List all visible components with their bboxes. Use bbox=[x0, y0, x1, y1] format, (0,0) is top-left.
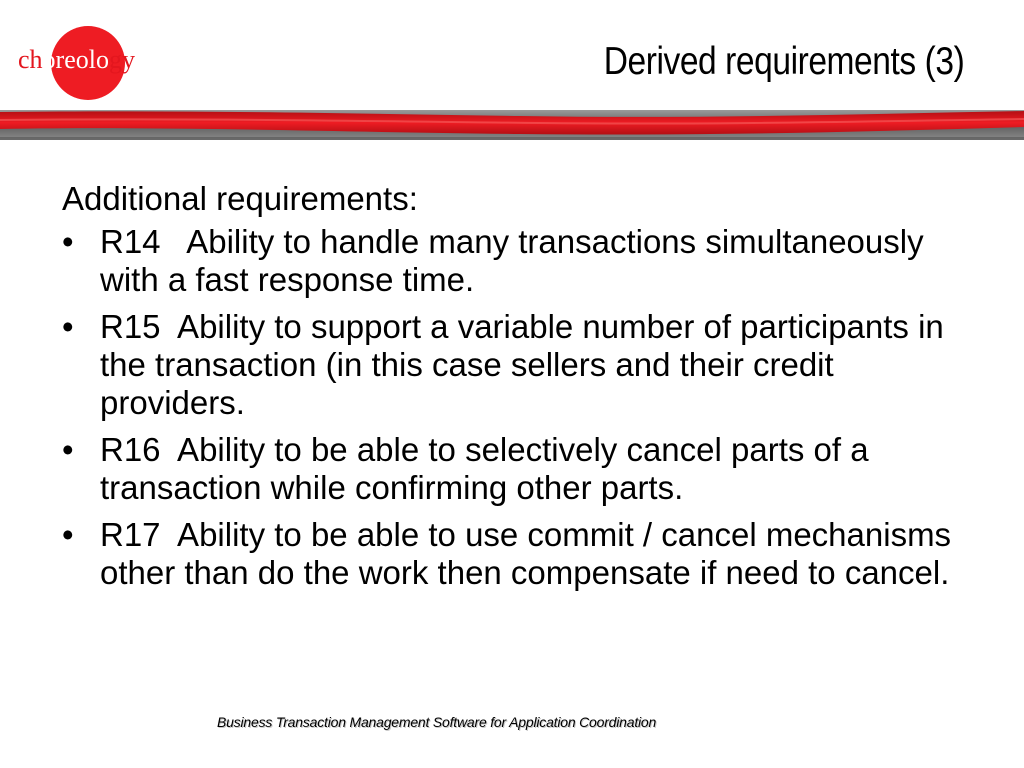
requirement-r17: R17 Ability to be able to use commit / cancel mechanisms other than do the work then compensate if need to cancel. bbox=[100, 516, 961, 591]
bullet-icon: • bbox=[62, 223, 74, 260]
intro-text: Additional requirements: bbox=[62, 180, 418, 217]
slide-body bbox=[62, 180, 982, 601]
requirement-r16: R16 Ability to be able to selectively cancel parts of a transaction while confirming other parts. bbox=[100, 431, 878, 506]
requirement-r15: R15 Ability to support a variable number of participants in the transaction (in this case sellers and their credit providers. bbox=[100, 308, 953, 421]
logo-text-left: ch bbox=[18, 45, 43, 74]
list-item bbox=[62, 431, 982, 507]
requirements-list bbox=[62, 223, 982, 592]
logo-text-right: gy bbox=[108, 45, 135, 74]
list-item bbox=[62, 516, 982, 592]
bullet-icon: • bbox=[62, 516, 74, 553]
logo-text-center: oreolo bbox=[42, 45, 109, 74]
footer-tagline: Business Transaction Management Software for Application Coordination bbox=[217, 714, 657, 730]
requirement-r14: R14 Ability to handle many transactions simultaneously with a fast response time. bbox=[100, 223, 933, 298]
list-item bbox=[62, 223, 982, 299]
list-item bbox=[62, 308, 982, 422]
logo-wordmark bbox=[18, 45, 135, 75]
choreology-logo bbox=[14, 22, 164, 104]
slide-title: Derived requirements (3) bbox=[603, 40, 964, 83]
header-divider-band bbox=[0, 110, 1024, 140]
bullet-icon: • bbox=[62, 308, 74, 345]
bullet-icon: • bbox=[62, 431, 74, 468]
